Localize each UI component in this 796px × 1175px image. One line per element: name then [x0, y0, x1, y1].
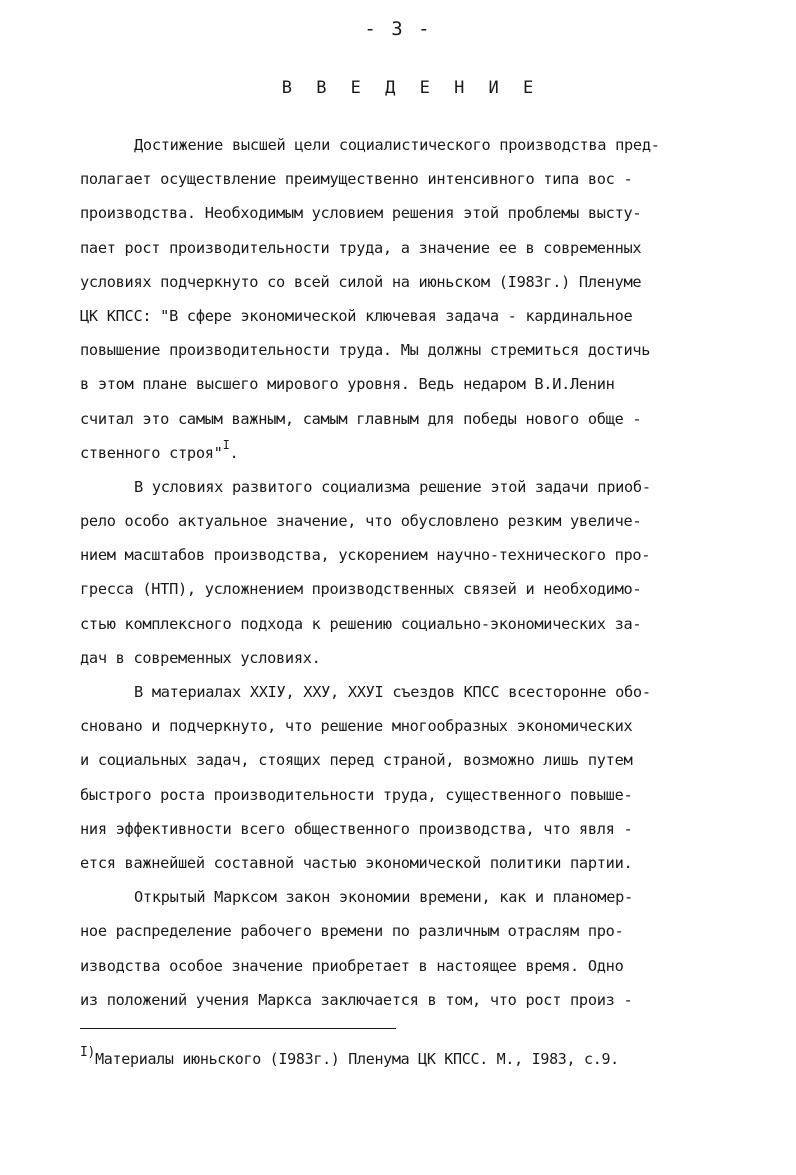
- text-line: из положений учения Маркса заключается в том, что рост произ -: [80, 990, 633, 1009]
- text-line: полагает осуществление преимущественно интенсивного типа вос -: [80, 170, 633, 189]
- text-line: условиях подчеркнуто со всей силой на июньском (I983г.) Пленуме: [80, 272, 642, 291]
- text-line: ное распределение рабочего времени по различным отраслям про-: [80, 922, 624, 941]
- page-number: - 3 -: [364, 18, 432, 40]
- footnote: [80, 1045, 780, 1068]
- text-line: пает рост производительности труда, а значение ее в современных: [80, 238, 642, 257]
- section-heading: В В Е Д Е Н И Е: [281, 78, 541, 98]
- text-line: быстрого роста производительности труда, существенного повыше-: [80, 785, 633, 804]
- text-line: считал это самым важным, самым главным для победы нового обще -: [80, 409, 642, 428]
- footnote-reference: I: [222, 437, 230, 452]
- text-line: нием масштабов производства, ускорением научно-технического про-: [80, 546, 651, 565]
- text-line: ния эффективности всего общественного производства, что явля -: [80, 819, 633, 838]
- footnote-text: Материалы июньского (I983г.) Пленума ЦК КПСС. М., I983, с.9.: [95, 1050, 619, 1068]
- text-line: [80, 436, 760, 470]
- text-line: повышение производительности труда. Мы должны стремиться достичь: [80, 341, 651, 360]
- footnote-divider: [80, 1028, 396, 1029]
- text-line: и социальных задач, стоящих перед страной, возможно лишь путем: [80, 751, 633, 770]
- text-line: Открытый Марксом закон экономии времени, как и планомер-: [134, 888, 633, 907]
- body-text: [80, 128, 760, 1017]
- text-line: ется важнейшей составной частью экономической политики партии.: [80, 853, 633, 872]
- text-line: Достижение высшей цели социалистического производства пред-: [134, 136, 660, 154]
- text-line: дач в современных условиях.: [80, 648, 321, 667]
- text-line: рело особо актуальное значение, что обусловлено резким увеличе-: [80, 512, 642, 531]
- text-line: сновано и подчеркнуто, что решение многообразных экономических: [80, 717, 633, 736]
- text-line: стью комплексного подхода к решению социально-экономических за-: [80, 614, 642, 633]
- text-fragment: ственного строя": [80, 443, 223, 462]
- text-line: гресса (НТП), усложнением производственных связей и необходимо-: [80, 580, 642, 599]
- text-fragment: .: [229, 443, 239, 462]
- text-line: В условиях развитого социализма решение этой задачи приоб-: [134, 477, 651, 496]
- footnote-mark: I): [80, 1045, 96, 1060]
- text-line: производства. Необходимым условием решения этой проблемы высту-: [80, 204, 642, 223]
- text-line: изводства особое значение приобретает в настоящее время. Одно: [80, 956, 624, 975]
- text-line: ЦК КПСС: "В сфере экономической ключевая задача - кардинальное: [80, 306, 633, 325]
- text-line: в этом плане высшего мирового уровня. Ведь недаром В.И.Ленин: [80, 375, 615, 394]
- text-line: В материалах XXIУ, XXУ, XXУI съездов КПСС всесторонне обо-: [134, 683, 651, 701]
